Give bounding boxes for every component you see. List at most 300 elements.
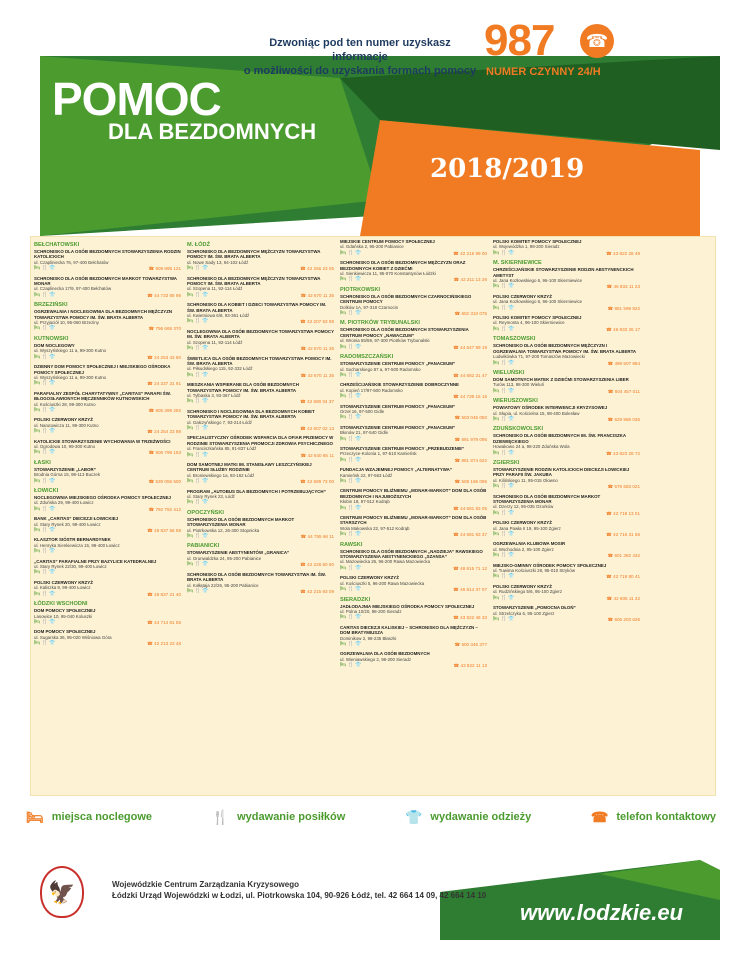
region-heading: BRZEZIŃSKI: [34, 302, 68, 309]
bed-icon: 🛏 🍴 👕: [340, 564, 362, 571]
shelter-phone[interactable]: ☎ 44 739 15 16: [453, 394, 487, 400]
shelter-address: Wola Makowska 22, 97-512 Kodrąb: [340, 525, 410, 531]
shelter-phone[interactable]: ☎ 24 337 31 61: [147, 381, 181, 387]
service-icons: [340, 394, 487, 399]
shelter-entry: [34, 391, 181, 414]
listing-column-2: [187, 239, 334, 795]
shelter-address: ul. Narutowicza 11, 99-300 Kutno: [34, 422, 99, 428]
shelter-phone[interactable]: ☎ 42 213 23 48: [147, 641, 181, 647]
service-icons: [34, 293, 181, 298]
legend-label: telefon kontaktowy: [616, 811, 716, 823]
shelter-entry: [340, 575, 487, 592]
bed-icon: 🛏 🍴 👕: [187, 265, 209, 272]
shelter-phone[interactable]: ☎ 42 718 13 01: [606, 510, 640, 516]
shelter-phone[interactable]: ☎ 576 683 021: [607, 484, 640, 490]
shelter-address: ul. Sienkiewicza 11, 95-070 Konstantynów Łódzki: [340, 271, 436, 277]
shelter-address: ul. Nowe Sady 13, 94-102 Łódź: [187, 259, 249, 265]
shelter-phone[interactable]: ☎ 609 895 121: [148, 266, 181, 272]
shelter-name: OGRZEWALNIA I NOCLEGOWNIA DLA BEZDOMNYCH MĘŻCZYZN TOWARZYSTWA POMOCY IM. ŚW. BRATA ALBERTA: [34, 309, 173, 320]
service-icons: [187, 479, 334, 484]
shelter-address: ul. Kopień 17/97-500 Radomsko: [340, 387, 403, 393]
shelter-address: ul. Wschodnia 2, 95-100 Zgierz: [493, 546, 554, 552]
service-icons: [340, 615, 487, 620]
shelter-address: ul. Szopena 11, 92-114 Łódź: [187, 286, 243, 292]
shelter-name: POLSKI CZERWONY KRZYŻ: [34, 417, 93, 423]
shelter-entry: [340, 327, 487, 350]
shirt-icon: 👕: [404, 808, 423, 825]
shelter-phone[interactable]: ☎ 24 254 23 88: [147, 429, 181, 435]
service-icons: [187, 589, 334, 594]
shelter-address: ul. Wieniawskiego 2, 98-200 Sieradz: [340, 656, 412, 662]
service-icons: [187, 426, 334, 431]
legend-label: wydawanie odzieży: [430, 811, 532, 823]
shelter-entry: [34, 276, 181, 299]
service-icons: [34, 592, 181, 597]
shelter-phone[interactable]: ☎ 42 680 04 37: [300, 399, 334, 405]
shelter-address: ul. Wyszyńskiego 11 a, 99-300 Kutno: [34, 374, 107, 380]
shelter-phone[interactable]: ☎ 539 055 500: [148, 478, 181, 484]
shelter-entry: [34, 495, 181, 512]
shelter-phone[interactable]: ☎ 42 670 11 35: [300, 372, 334, 378]
shelter-entry: [340, 425, 487, 442]
shelter-phone[interactable]: ☎ 42 716 31 56: [606, 532, 640, 538]
shelter-phone[interactable]: ☎ 42 215 99 00: [453, 250, 487, 256]
shelter-address: ul. Wojewódzka 1, 98-200 Sieradz: [493, 244, 560, 250]
bed-icon: 🛏 🍴 👕: [493, 531, 515, 538]
shelter-address: ul. Zduńska 29, 99-400 Łowicz: [34, 500, 94, 506]
region-heading: M. ŁÓDŹ: [187, 242, 210, 248]
shelter-name: FUNDACJA WZAJEMNEJ POMOCY „ALTERNATYWA”: [340, 467, 453, 473]
shelter-phone[interactable]: ☎ 44 681 93 05: [453, 505, 487, 511]
shelter-phone[interactable]: ☎ 44 681 93 37: [453, 532, 487, 538]
bed-icon: 🛏 🍴 👕: [340, 310, 362, 317]
shelter-address: Dominikow 2, 98-235 Błaszki: [340, 635, 397, 641]
service-icons: [187, 453, 334, 458]
shelter-phone[interactable]: ☎ 42 689 73 00: [300, 479, 334, 485]
bed-icon: 🛏 🍴 👕: [493, 552, 515, 559]
shelter-name: STOWARZYSZENIE CENTRUM POMOCY „PRZEBUDZENIE”: [340, 445, 465, 451]
shelter-phone[interactable]: ☎ 44 733 65 96: [147, 292, 181, 298]
bed-icon: 🛏 🍴 👕: [340, 456, 362, 463]
shelter-phone[interactable]: ☎ 42 256 23 05: [300, 266, 334, 272]
shelter-phone[interactable]: ☎ 796 665 370: [148, 326, 181, 332]
shelter-entry: [34, 249, 181, 272]
shelter-phone[interactable]: ☎ 42 719 80 41: [606, 574, 640, 580]
bed-icon: 🛏 🍴 👕: [493, 483, 515, 490]
shelter-address: ul. Jana Pawła II 19, 95-100 Zgierz: [493, 525, 561, 531]
shelter-address: ul. Wronia 55/59, 97-300 Piotrków Trybunalski: [340, 338, 430, 344]
service-icons: [187, 293, 334, 298]
service-icons: [493, 532, 640, 537]
bed-icon: 🛏 🍴 👕: [493, 509, 515, 516]
service-icons: [493, 361, 640, 366]
shelter-name: POLSKI CZERWONY KRZYŻ: [493, 293, 552, 299]
shelter-entry: [340, 260, 487, 283]
legend-label: miejsca noclegowe: [51, 811, 153, 823]
shelter-address: ul. Tuwima Kościuszki 28, 95-010 Stryków: [493, 568, 575, 574]
shelter-name: KLASZTOR SIÓSTR BERNARDYNEK: [34, 537, 111, 543]
shelter-entry: [493, 405, 640, 422]
shelter-address: ul. Piłsudskiego 115, 92-332 Łódź: [187, 366, 253, 372]
shelter-entry: [493, 294, 640, 311]
shelter-entry: [187, 382, 334, 405]
shelter-name: POLSKI CZERWONY KRZYŻ: [34, 579, 93, 585]
bed-icon: 🛏 🍴 👕: [34, 428, 56, 435]
service-icons: [34, 266, 181, 271]
service-icons: [493, 553, 640, 558]
service-icons: [34, 408, 181, 413]
bed-icon: 🛏 🍴 👕: [187, 533, 209, 540]
shelter-entry: [340, 625, 487, 648]
service-icons: [493, 306, 640, 311]
shelter-phone[interactable]: ☎ 881 599 822: [607, 305, 640, 311]
region-heading: ŁOWICKI: [34, 488, 59, 494]
service-icons: [34, 570, 181, 575]
poster-title: POMOC: [52, 73, 221, 125]
shelter-phone[interactable]: ☎ 604 457 011: [607, 388, 640, 394]
shelter-address: ul. Gdańska 2, 95-200 Pabianice: [340, 244, 404, 250]
shelter-phone[interactable]: ☎ 606 203 626: [607, 616, 640, 622]
shelter-name: STOWARZYSZENIE RODZIN KATOLICKICH DIECEZJI ŁOWICKIEJ PRZY PARAFII ŚW. JAKUBA: [493, 466, 630, 478]
shelter-name: SCHRONISKO DLA OSÓB BEZDOMNYCH MARKOT STOWARZYSZENIA MONAR: [493, 493, 601, 504]
shelter-phone[interactable]: ☎ 508 196 095: [454, 479, 487, 484]
service-icons: [493, 574, 640, 579]
service-icons: [493, 511, 640, 516]
bed-icon: 🛏 🍴 👕: [187, 398, 209, 405]
bed-icon: 🛏 🍴 👕: [340, 504, 362, 511]
shelter-name: SCHRONISKO DLA OSÓB BEZDOMNYCH „NADZIEJA” RAWSKIEGO STOWARZYSZENIA ABSTYNENCKIEGO „SZANSA”: [340, 548, 483, 560]
legend: [26, 806, 716, 828]
shelter-phone[interactable]: ☎ 42 226 60 60: [300, 562, 334, 568]
service-icons: [187, 399, 334, 404]
shelter-phone[interactable]: ☎ 46 814 37 07: [453, 587, 487, 593]
shelter-phone[interactable]: ☎ 46 837 56 58: [147, 528, 181, 534]
bed-icon: 🛏 🍴 👕: [34, 291, 56, 298]
service-icons: [493, 617, 640, 622]
bed-icon: 🛏 🍴 👕: [493, 594, 515, 601]
service-icons: [187, 266, 334, 271]
service-icons: [187, 373, 334, 378]
service-icons: [340, 479, 487, 484]
shelter-address: ul. Kościuszki 28, 99-300 Kutno: [34, 401, 96, 407]
shelter-entry: [34, 467, 181, 484]
shelter-entry: [187, 489, 334, 506]
region-heading: RAWSKI: [340, 541, 363, 548]
service-icons: [493, 327, 640, 332]
shelter-address: ul. Reymonta 4, 96-100 Skierniewice: [493, 320, 565, 326]
shelter-address: ul. Grunwaldzka 24, 95-200 Pabianice: [187, 555, 262, 561]
shelter-phone[interactable]: ☎ 601 382 432: [607, 553, 640, 559]
shelter-entry: [187, 276, 334, 299]
shelter-address: Przeczyce-Kolonia 1, 97-510 Kamieńsk: [340, 451, 417, 457]
shelter-address: ul. Kwietniowa 6/8, 93-361 Łódź: [187, 313, 250, 319]
shelter-name: SCHRONISKO DLA OSÓB BEZDOMNYCH CZARNOCIŃSKIEGO CENTRUM POMOCY: [340, 293, 472, 305]
shelter-name: STOWARZYSZENIE „POMOCNA DŁOŃ”: [493, 605, 576, 611]
shelter-entry: [34, 537, 181, 554]
shelter-address: ul. Sugarska 36, 95-020 Wiśniowa Góra: [34, 634, 112, 640]
service-icons: [340, 642, 487, 647]
shelter-address: ul. Franciszkańska 85, 91-837 Łódź: [187, 446, 257, 452]
service-icons: [34, 381, 181, 386]
shelter-address: ul. Strzelczyka 6, 95-100 Zgierz: [493, 610, 555, 616]
service-icons: [340, 415, 487, 420]
service-icons: [493, 596, 640, 601]
shelter-entry: [34, 364, 181, 387]
service-icons: [493, 484, 640, 489]
shelter-phone[interactable]: ☎ 43 822 46 33: [453, 615, 487, 621]
bed-icon: 🛏 🍴 👕: [34, 325, 56, 332]
bed-icon: 🛏 🍴 👕: [493, 359, 515, 366]
shelter-phone[interactable]: ☎ 42 607 02 13: [300, 425, 334, 431]
shelter-phone[interactable]: ☎ 881 874 622: [454, 457, 487, 463]
shelter-entry: [493, 467, 640, 490]
shelter-address: ul. Tylbaska 3, 93-367 Łódź: [187, 392, 241, 398]
bed-icon: 🛏 🍴 👕: [34, 640, 56, 647]
hotline-number: 987: [484, 16, 555, 65]
shelter-phone[interactable]: ☎ 46 833 26 17: [606, 326, 640, 332]
shelter-entry: [187, 517, 334, 540]
shelter-phone[interactable]: ☎ 44 755 66 11: [300, 534, 334, 540]
shelter-address: ul. Kołłątaja 22/26, 95-200 Pabianice: [187, 582, 259, 588]
region-heading: ZGIERSKI: [493, 459, 520, 466]
region-heading: ŁASKI: [34, 459, 51, 466]
shelter-phone[interactable]: ☎ 499 507 984: [607, 360, 640, 366]
shelter-phone[interactable]: ☎ 44 682 31 47: [453, 372, 487, 378]
footer-office: Wojewódzkie Centrum Zarządzania Kryzysowego: [112, 880, 300, 889]
bed-icon: 🛏 🍴 👕: [187, 499, 209, 506]
shelter-address: ul. Czapliniecka 76, 97-400 Bełchatów: [34, 259, 109, 265]
service-icons: [340, 566, 487, 571]
region-heading: KUTNOWSKI: [34, 335, 69, 342]
shelter-name: SCHRONISKO I NOCLEGOWNIA DLA BEZDOMNYCH KOBIET TOWARZYSTWA POMOCY IM. ŚW. BRATA ALBERTA: [187, 408, 315, 420]
service-icons: [493, 251, 640, 256]
shelter-phone[interactable]: ☎ 44 714 61 55: [147, 619, 181, 625]
service-icons: [34, 326, 181, 331]
bed-icon: 🛏 🍴 👕: [187, 424, 209, 431]
service-icons: [34, 479, 181, 484]
shelter-phone[interactable]: ☎ 500 346 377: [454, 641, 487, 647]
shelter-phone[interactable]: ☎ 24 253 43 80: [147, 354, 181, 360]
shelter-entry: [34, 343, 181, 360]
shelter-name: DOM POMOCY SPOŁECZNEJ: [34, 629, 96, 635]
legend-meals: [212, 809, 346, 826]
shelter-phone[interactable]: ☎ 629 986 035: [607, 416, 640, 422]
bed-icon: 🛏 🍴 👕: [340, 343, 362, 350]
bed-icon: 🛏 🍴 👕: [340, 371, 362, 378]
shelter-name: POLSKI CZERWONY KRZYŻ: [493, 583, 552, 589]
bed-icon: 🛏 🍴 👕: [340, 478, 362, 484]
service-icons: [34, 507, 181, 512]
shelter-name: DOM SAMOTNYCH MATEK Z DZIEĆMI STOWARZYSZENIA LIBER: [493, 376, 629, 382]
region-heading: ZDUŃSKOWOLSKI: [493, 426, 544, 433]
shelter-phone[interactable]: ☎ 503 045 050: [454, 415, 487, 421]
shelter-name: BANK „CARITAS” DIECEZJI ŁOWICKIEJ: [34, 516, 119, 522]
service-icons: [493, 284, 640, 289]
shelter-entry: [34, 309, 181, 332]
shelter-entry: [187, 249, 334, 272]
bed-icon: 🛏 🍴 👕: [187, 291, 209, 298]
bed-icon: 🛏 🍴 👕: [340, 435, 362, 442]
shelter-phone[interactable]: ☎ 44 647 99 19: [453, 344, 487, 350]
bed-icon: 🛏 🍴 👕: [340, 276, 362, 283]
shelter-entry: [187, 329, 334, 352]
shelter-entry: [493, 541, 640, 558]
shelter-entry: [34, 516, 181, 533]
shelter-name: SCHRONISKO DLA BEZDOMNYCH MĘŻCZYZN TOWARZYSTWA POMOCY IM. ŚW. BRATA ALBERTA: [187, 275, 321, 287]
shelter-address: ul. Kościuszki 5, 96-200 Rawa Mazowiecka: [340, 580, 425, 586]
shelter-phone[interactable]: ☎ 46 837 21 40: [147, 591, 181, 597]
shelter-entry: [340, 515, 487, 538]
service-icons: [493, 417, 640, 422]
shelter-phone[interactable]: ☎ 42 215 93 09: [300, 588, 334, 594]
shelter-name: DOM POMOCY SPOŁECZNEJ: [34, 608, 96, 614]
service-icons: [340, 437, 487, 442]
bed-icon: 🛏 🍴 👕: [34, 569, 56, 576]
shelter-address: ul. Ogrodowa 10, 99-300 Kutno: [34, 443, 96, 449]
service-icons: [187, 534, 334, 539]
bed-icon: 🛏: [26, 808, 44, 825]
shelter-phone[interactable]: ☎ 43 822 28 49: [606, 250, 640, 256]
shelter-phone[interactable]: ☎ 43 823 28 72: [606, 450, 640, 456]
bed-icon: 🛏 🍴 👕: [493, 304, 515, 311]
shelter-address: ul. Stary Rynek 22/30, 99-400 Łowicz: [34, 564, 107, 570]
legend-bed: [26, 809, 152, 826]
shelter-address: Błonów 21, 97-540 Gidle: [340, 430, 389, 436]
shelter-name: PARAFIALNY ZESPÓŁ CHARYTATYWNY „CARITAS” PARAFII ŚW. BŁOGOSŁAWIONYCH MĘCZENNIKÓW KUTNOWSKICH: [34, 390, 171, 402]
shelter-name: CARITAS DIECEZJI KALISKIEJ – SCHRONISKO DLA MĘŻCZYZN – DOM BRATYMIUSZA: [340, 624, 478, 636]
shelter-address: ul. Kilińskiego 11, 95-015 Głowno: [493, 477, 558, 483]
service-icons: [340, 277, 487, 282]
shelter-phone[interactable]: ☎ 46 815 71 12: [453, 565, 487, 571]
cutlery-icon: 🍴: [211, 808, 230, 825]
shelter-address: Howakowo 24 a, 98-220 Zduńska Wola: [493, 444, 570, 450]
listing-column-3: [340, 239, 487, 795]
phone-icon: ☎: [580, 24, 614, 58]
hotline-description: [240, 36, 480, 78]
shelter-address: Kamieńsk 22, 97-563 Łódź: [340, 472, 393, 478]
shelter-entry: [340, 549, 487, 572]
bed-icon: 🛏 🍴 👕: [493, 415, 515, 422]
region-heading: SIERADZKI: [340, 596, 371, 603]
shelter-entry: [340, 467, 487, 484]
service-icons: [340, 373, 487, 378]
region-heading: M. SKIERNIEWICE: [493, 260, 542, 267]
shelter-phone[interactable]: ☎ 42 207 63 69: [300, 319, 334, 325]
shelter-phone[interactable]: ☎ 43 822 11 13: [453, 663, 487, 669]
bed-icon: 🛏 🍴 👕: [34, 265, 56, 272]
shelter-name: SCHRONISKO DLA OSÓB BEZDOMNYCH STOWARZYSZENIA RODZIN KATOLICKICH: [34, 249, 181, 260]
shelter-name: MIESZKANIA WSPIERANE DLA OSÓB BEZDOMNYCH TOWARZYSTWA POMOCY IM. ŚW. BRATA ALBERTA: [187, 382, 299, 393]
shelter-entry: [493, 343, 640, 366]
shelter-entry: [493, 494, 640, 517]
listing-column-4: [493, 239, 640, 795]
shelter-phone[interactable]: ☎ 42 670 11 36: [300, 346, 334, 352]
bed-icon: 🛏 🍴 👕: [34, 618, 56, 625]
eagle-crest-icon: 🦅: [40, 866, 84, 918]
shelter-address: Ludwikówka 71, 97-200 Tomaszów Mazowiecki: [493, 354, 585, 360]
shelter-name: SCHRONISKO DLA OSÓB BEZDOMNYCH MĘŻCZYZN I OGRZEWALNIA TOWARZYSTWA POMOCY IM. ŚW. BRATA ALBERTA: [493, 343, 637, 354]
shelter-phone[interactable]: ☎ 42 211 13 26: [453, 277, 487, 283]
shelter-name: MIEJSKO-GMINNY OŚRODEK POMOCY SPOŁECZNEJ: [493, 562, 607, 568]
shelter-name: SCHRONISKO DLA KOBIET I DZIECI TOWARZYSTWA POMOCY IM. ŚW. BRATA ALBERTA: [187, 302, 327, 313]
shelter-address: ul. Wyszyńskiego 11 a, 99-300 Kutno: [34, 348, 107, 354]
shelter-phone[interactable]: ☎ 602 310 075: [454, 311, 487, 317]
shelter-phone[interactable]: ☎ 42 640 65 11: [300, 452, 334, 458]
shelter-entry: [187, 462, 334, 485]
shelter-address: ul. Przyjaciół 10, 95-060 Brzeziny: [34, 320, 99, 326]
bed-icon: 🛏 🍴 👕: [340, 249, 362, 256]
shelter-entry: [493, 315, 640, 332]
website-link[interactable]: www.lodzkie.eu: [520, 900, 683, 925]
service-icons: [187, 319, 334, 324]
shelter-phone[interactable]: ☎ 792 792 412: [148, 506, 181, 512]
service-icons: [34, 549, 181, 554]
shelter-entry: [187, 356, 334, 379]
shelter-name: OGRZEWALNIA DLA OSÓB BEZDOMNYCH: [340, 651, 430, 657]
shelter-name: „CARITAS” PARAFIALNE PRZY BAZYLICE KATEDRALNEJ: [34, 558, 157, 564]
shelter-address: ul. Szopena 11, 92-114 Łódź: [187, 339, 243, 345]
shelter-address: ul. Broniewskiego 1a, 93-162 Łódź: [187, 472, 255, 478]
shelter-address: Dolków 1A, 97-318 Czarnocin: [340, 304, 399, 310]
shelter-name: NOCLEGOWNIA MIEJSKIEGO OŚRODKA POMOCY SPOŁECZNEJ: [34, 495, 171, 500]
shelter-address: ul. Słupia, ul. Kościelna 15, 98-400 Bolesław: [493, 410, 580, 416]
bed-icon: 🛏 🍴 👕: [340, 662, 362, 669]
shelter-phone[interactable]: ☎ 42 606 11 22: [606, 595, 640, 601]
shelter-name: NOCLEGOWNIA DLA OSÓB BEZDOMNYCH TOWARZYSTWA POMOCY IM. ŚW. BRATA ALBERTA: [187, 328, 334, 340]
shelter-name: STOWARZYSZENIE CENTRUM POMOCY „PANACEUM”: [340, 424, 456, 430]
service-icons: [187, 562, 334, 567]
service-icons: [493, 451, 640, 456]
shelter-name: OGRZEWALNIA KLUBOWA MOSIR: [493, 541, 566, 547]
shelter-entry: [493, 520, 640, 537]
shelter-entry: [493, 584, 640, 601]
region-heading: PIOTRKOWSKI: [340, 286, 381, 293]
shelter-entry: [187, 572, 334, 595]
shelter-entry: [340, 446, 487, 463]
shelter-name: CENTRUM POMOCY BLIŹNIEMU „MONAR-MARKOT” DOM DLA OSÓB BEZDOMNYCH I NAJUBOŻSZYCH: [340, 488, 487, 499]
shelter-name: SPECJALISTYCZNY OŚRODEK WSPARCIA DLA OFIAR PRZEMOCY W RODZINIE STOWARZYSZENIA PROMOCJI ZDROWIA PSYCHICZNEGO: [187, 435, 334, 446]
region-heading: ŁÓDZKI WSCHODNI: [34, 601, 88, 608]
shelter-phone[interactable]: ☎ 46 833 11 23: [606, 284, 640, 290]
shelter-name: SCHRONISKO DLA OSÓB BEZDOMNYCH STOWARZYSZENIA CENTRUM POMOCY „NAWACZUM”: [340, 327, 469, 338]
region-heading: TOMASZOWSKI: [493, 336, 536, 343]
bed-icon: 🛏 🍴 👕: [493, 387, 515, 394]
shelter-phone[interactable]: ☎ 691 979 095: [454, 436, 487, 442]
legend-phone: [591, 809, 716, 826]
service-icons: [493, 389, 640, 394]
bed-icon: 🛏 🍴 👕: [187, 318, 209, 325]
shelter-phone[interactable]: ☎ 605 399 292: [148, 407, 181, 413]
shelter-entry: [340, 361, 487, 378]
service-icons: [340, 663, 487, 668]
bed-icon: 🛏 🍴 👕: [34, 380, 56, 387]
shelter-address: Kłobin 18, 97-512 Kodrąb: [340, 499, 390, 505]
shelter-address: ul. Stary Rynek 20, 99-400 Łowicz: [34, 521, 101, 527]
shelter-name: MIEJSKIE CENTRUM POMOCY SPOŁECZNEJ: [340, 239, 435, 244]
bed-icon: 🛏 🍴 👕: [187, 478, 209, 485]
service-icons: [340, 587, 487, 592]
shelter-entry: [34, 629, 181, 646]
service-icons: [340, 251, 487, 256]
shelter-address: Lasowice 10, 95-040 Koluszki: [34, 613, 93, 619]
bed-icon: 🛏 🍴 👕: [187, 371, 209, 378]
shelter-address: ul. Kaliszka 9, 99-400 Łowicz: [34, 585, 91, 591]
bed-icon: 🛏 🍴 👕: [34, 353, 56, 360]
shelter-address: ul. Jana Kozłowskiego 6, 96-100 Skierniewice: [493, 299, 583, 305]
shelter-phone[interactable]: ☎ 506 799 163: [148, 450, 181, 456]
shelter-phone[interactable]: ☎ 42 670 11 35: [300, 292, 334, 298]
shelter-entry: [340, 404, 487, 421]
